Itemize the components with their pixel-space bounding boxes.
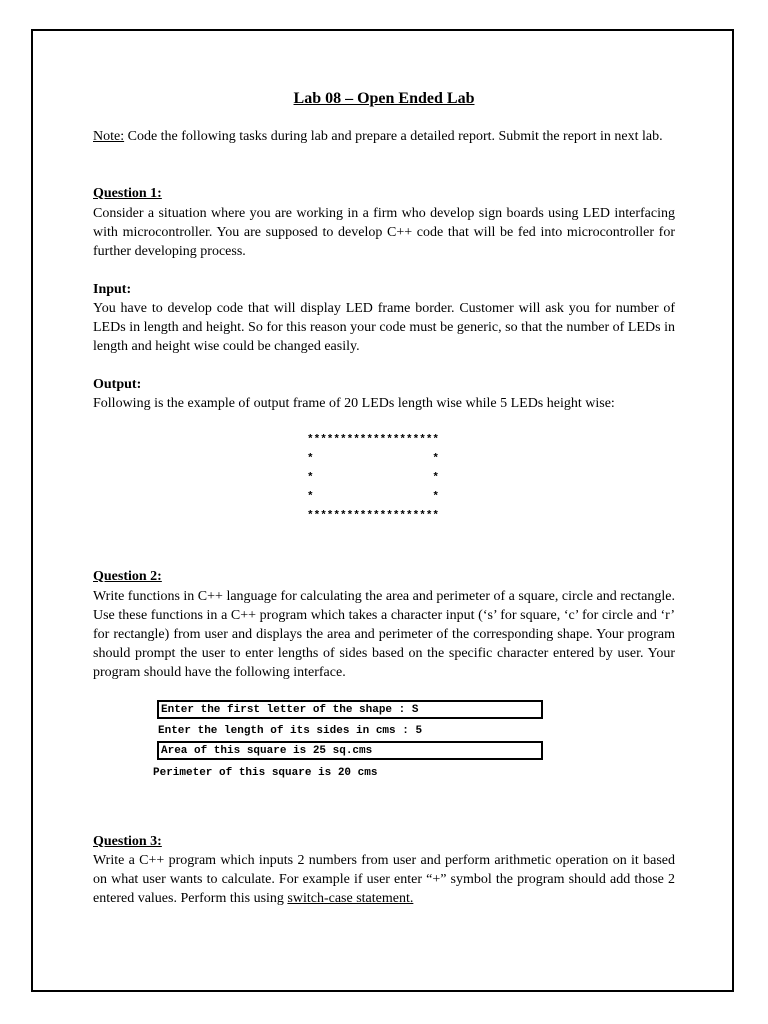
- note-label: Note:: [93, 129, 125, 144]
- input-heading: Input:: [93, 282, 132, 297]
- page-title: Lab 08 – Open Ended Lab: [293, 90, 475, 107]
- question-3-text: [93, 851, 675, 908]
- output-heading: Output:: [93, 377, 142, 392]
- question-1-heading: Question 1:: [93, 186, 162, 201]
- question-2-heading: Question 2:: [93, 569, 162, 584]
- console-box-shape-prompt: [157, 700, 543, 719]
- question-3-body: Write a C++ program which inputs 2 numbers from user and perform arithmetic operation on it based on what user wants to calculate. For example if user enter “+” symbol the program should add those 2 entered values. Perform this using: [93, 853, 675, 906]
- switch-case-link: switch-case statement.: [287, 891, 414, 906]
- question-3-heading: Question 3:: [93, 834, 162, 849]
- output-text: Following is the example of output frame of 20 LEDs length wise while 5 LEDs height wise:: [93, 396, 615, 411]
- question-1-text: Consider a situation where you are working in a firm who develop sign boards using LED interfacing with microcontroller. You are supposed to develop C++ code that will be fed into microcontroller for further developing process.: [93, 206, 675, 259]
- question-2-text: Write functions in C++ language for calculating the area and perimeter of a square, circle and rectangle. Use these functions in a C++ program which takes a character input (‘s’ for square, ‘c’ for circle and ‘r’ for rectangle) from user and displays the area and perimeter of the corresponding shape. Your program should prompt the user to enter lengths of sides based on the specific character entered by user. Your program should have the following interface.: [93, 589, 675, 680]
- led-frame-line: * *: [307, 453, 440, 465]
- led-frame-line: * *: [307, 472, 440, 484]
- console-line-length: Enter the length of its sides in cms : 5: [158, 725, 423, 737]
- note-text: Code the following tasks during lab and prepare a detailed report. Submit the report in next lab.: [124, 129, 663, 144]
- input-text: You have to develop code that will display LED frame border. Customer will ask you for number of LEDs in length and height. So for this reason your code must be generic, so that the number of LEDs in length and height wise could be changed easily.: [93, 301, 675, 354]
- led-frame-line: ********************: [307, 434, 440, 446]
- note-paragraph: [93, 127, 675, 146]
- console-line-perimeter: Perimeter of this square is 20 cms: [153, 767, 378, 779]
- console-line-area: Area of this square is 25 sq.cms: [161, 745, 373, 757]
- led-frame-line: ********************: [307, 510, 440, 522]
- console-box-area: [157, 741, 543, 760]
- led-frame-line: * *: [307, 491, 440, 503]
- console-line-shape: Enter the first letter of the shape : S: [161, 704, 419, 716]
